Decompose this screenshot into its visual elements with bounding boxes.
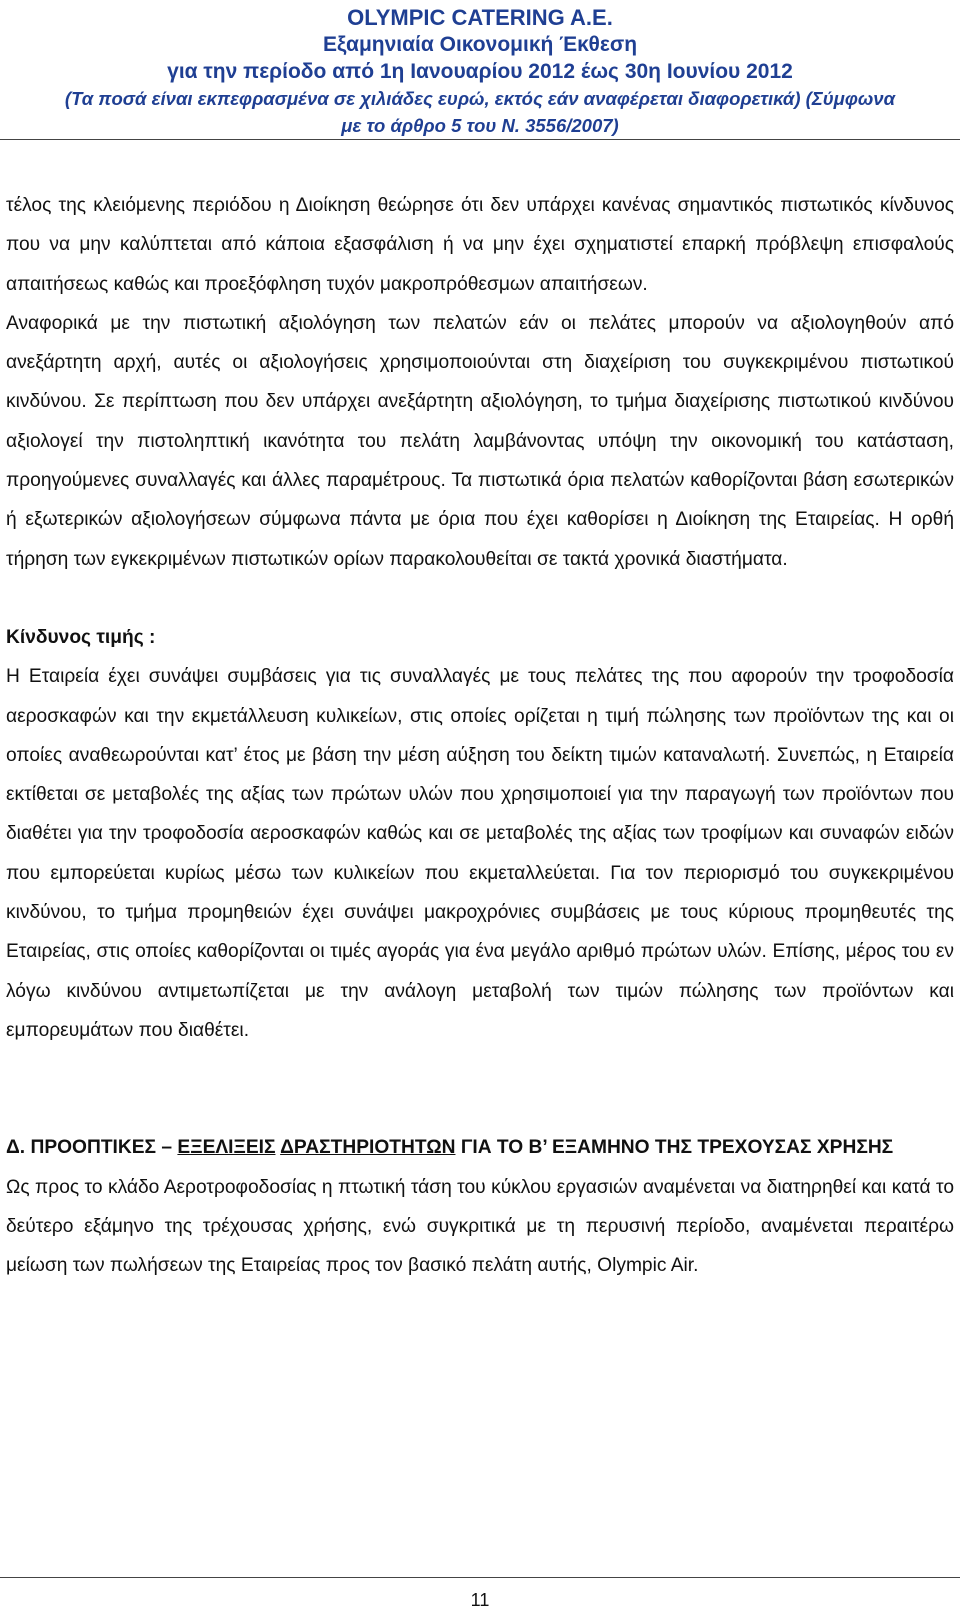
price-risk-paragraph: Η Εταιρεία έχει συνάψει συμβάσεις για τις συναλλαγές με τους πελάτες της που αφορούν την τροφοδοσία αεροσκαφών και την εκμετάλλευση κυλικείων, στις οποίες ορίζεται η τιμή πώλησης των προϊόντων της και οι οποίες αναθεωρούνται κατ’ έτος με βάση την μέση αύξηση του δείκτη τιμών καταναλωτή. Συνεπώς, η Εταιρεία εκτίθεται σε μεταβολές της αξίας των πρώτων υλών που χρησιμοποιεί για την παραγωγή των προϊόντων που διαθέτει για την τροφοδοσία αεροσκαφών καθώς και σε μεταβολές της αξίας των τροφίμων και συναφών ειδών που εμπορεύεται κυρίως μέσω των κυλικείων που εκμεταλλεύεται. Για τον περιορισμό του συγκεκριμένου κινδύνου, το τμήμα προμηθειών έχει συνάψει μακροχρόνιες συμβάσεις με τους κύριους προμηθευτές της Εταιρείας, στις οποίες καθορίζονται οι τιμές αγοράς για ένα μεγάλο αριθμό πρώτων υλών. Επίσης, μέρος του εν λόγω κινδύνου αντιμετωπίζεται με την ανάλογη μεταβολή των τιμών πώλησης των προϊόντων και εμπορευμάτων που διαθέτει. bbox=[6, 666, 954, 1041]
section-d-word-3: ΔΡΑΣΤΗΡΙΟΤΗΤΩΝ bbox=[280, 1137, 456, 1159]
header-divider bbox=[0, 139, 960, 140]
section-d-heading bbox=[6, 1128, 954, 1167]
section-d-word-1: ΠΡΟΟΠΤΙΚΕΣ bbox=[30, 1137, 157, 1159]
section-d-paragraph: Ως προς το κλάδο Αεροτροφοδοσίας η πτωτική τάση του κύκλου εργασιών αναμένεται να διατηρηθεί και κατά το δεύτερο εξάμηνο της τρέχουσας χρήσης, ενώ συγκριτικά με τη περυσινή περίοδο, αναμένεται περαιτέρω μείωση των πωλήσεων της Εταιρείας προς τον βασικό πελάτη αυτής, Olympic Air. bbox=[6, 1176, 954, 1277]
page-number: 11 bbox=[470, 1590, 490, 1610]
section-d-dash: – bbox=[161, 1137, 173, 1159]
page-header bbox=[0, 4, 960, 139]
credit-risk-paragraph-2: Αναφορικά με την πιστωτική αξιολόγηση των πελατών εάν οι πελάτες μπορούν να αξιολογηθούν από ανεξάρτητη αρχή, αυτές οι αξιολογήσεις χρησιμοποιούνται στη διαχείριση του συγκεκριμένου πιστωτικού κινδύνου. Σε περίπτωση που δεν υπάρχει ανεξάρτητη αξιολόγηση, το τμήμα διαχείρισης πιστωτικού κινδύνου αξιολογεί την πιστοληπτική ικανότητα του πελάτη λαμβάνοντας υπόψη την οικονομική του κατάσταση, προηγούμενες συναλλαγές και άλλες παραμέτρους. Τα πιστωτικά όρια πελατών καθορίζονται βάση εσωτερικών ή εξωτερικών αξιολογήσεων σύμφωνα πάντα με όρια που έχει καθορίσει η Διοίκηση της Εταιρείας. Η ορθή τήρηση των εγκεκριμένων πιστωτικών ορίων παρακολουθείται σε τακτά χρονικά διαστήματα. bbox=[6, 312, 954, 570]
amounts-note-line-1: (Τα ποσά είναι εκπεφρασμένα σε χιλιάδες ευρώ, εκτός εάν αναφέρεται διαφορετικά) (Σύμφωνα bbox=[64, 88, 896, 109]
report-title: Εξαμηνιαία Οικονομική Έκθεση bbox=[322, 33, 638, 56]
footer-divider bbox=[0, 1577, 960, 1578]
amounts-note-line-2: με το άρθρο 5 του Ν. 3556/2007) bbox=[341, 115, 619, 136]
section-d-word-2: ΕΞΕΛΙΞΕΙΣ bbox=[177, 1137, 276, 1159]
price-risk-title: Κίνδυνος τιμής : bbox=[6, 626, 156, 648]
section-d-heading-rest: ΓΙΑ ΤΟ Β’ ΕΞΑΜΗΝΟ ΤΗΣ ΤΡΕΧΟΥΣΑΣ ΧΡΗΣΗΣ bbox=[460, 1137, 894, 1159]
company-name: OLYMPIC CATERING A.E. bbox=[347, 5, 613, 30]
report-period: για την περίοδο από 1η Ιανουαρίου 2012 έως 30η Ιουνίου 2012 bbox=[167, 60, 793, 83]
section-d-letter: Δ. bbox=[6, 1137, 26, 1159]
page-content bbox=[6, 186, 954, 1285]
credit-risk-paragraph-1: τέλος της κλειόμενης περιόδου η Διοίκηση θεώρησε ότι δεν υπάρχει κανένας σημαντικός πιστωτικός κίνδυνος που να μην καλύπτεται από κάποια εξασφάλιση ή να μην έχει σχηματιστεί επαρκή πρόβλεψη επισφαλούς απαιτήσεως καθώς και προεξόφληση τυχόν μακροπρόθεσμων απαιτήσεων. bbox=[6, 195, 954, 295]
